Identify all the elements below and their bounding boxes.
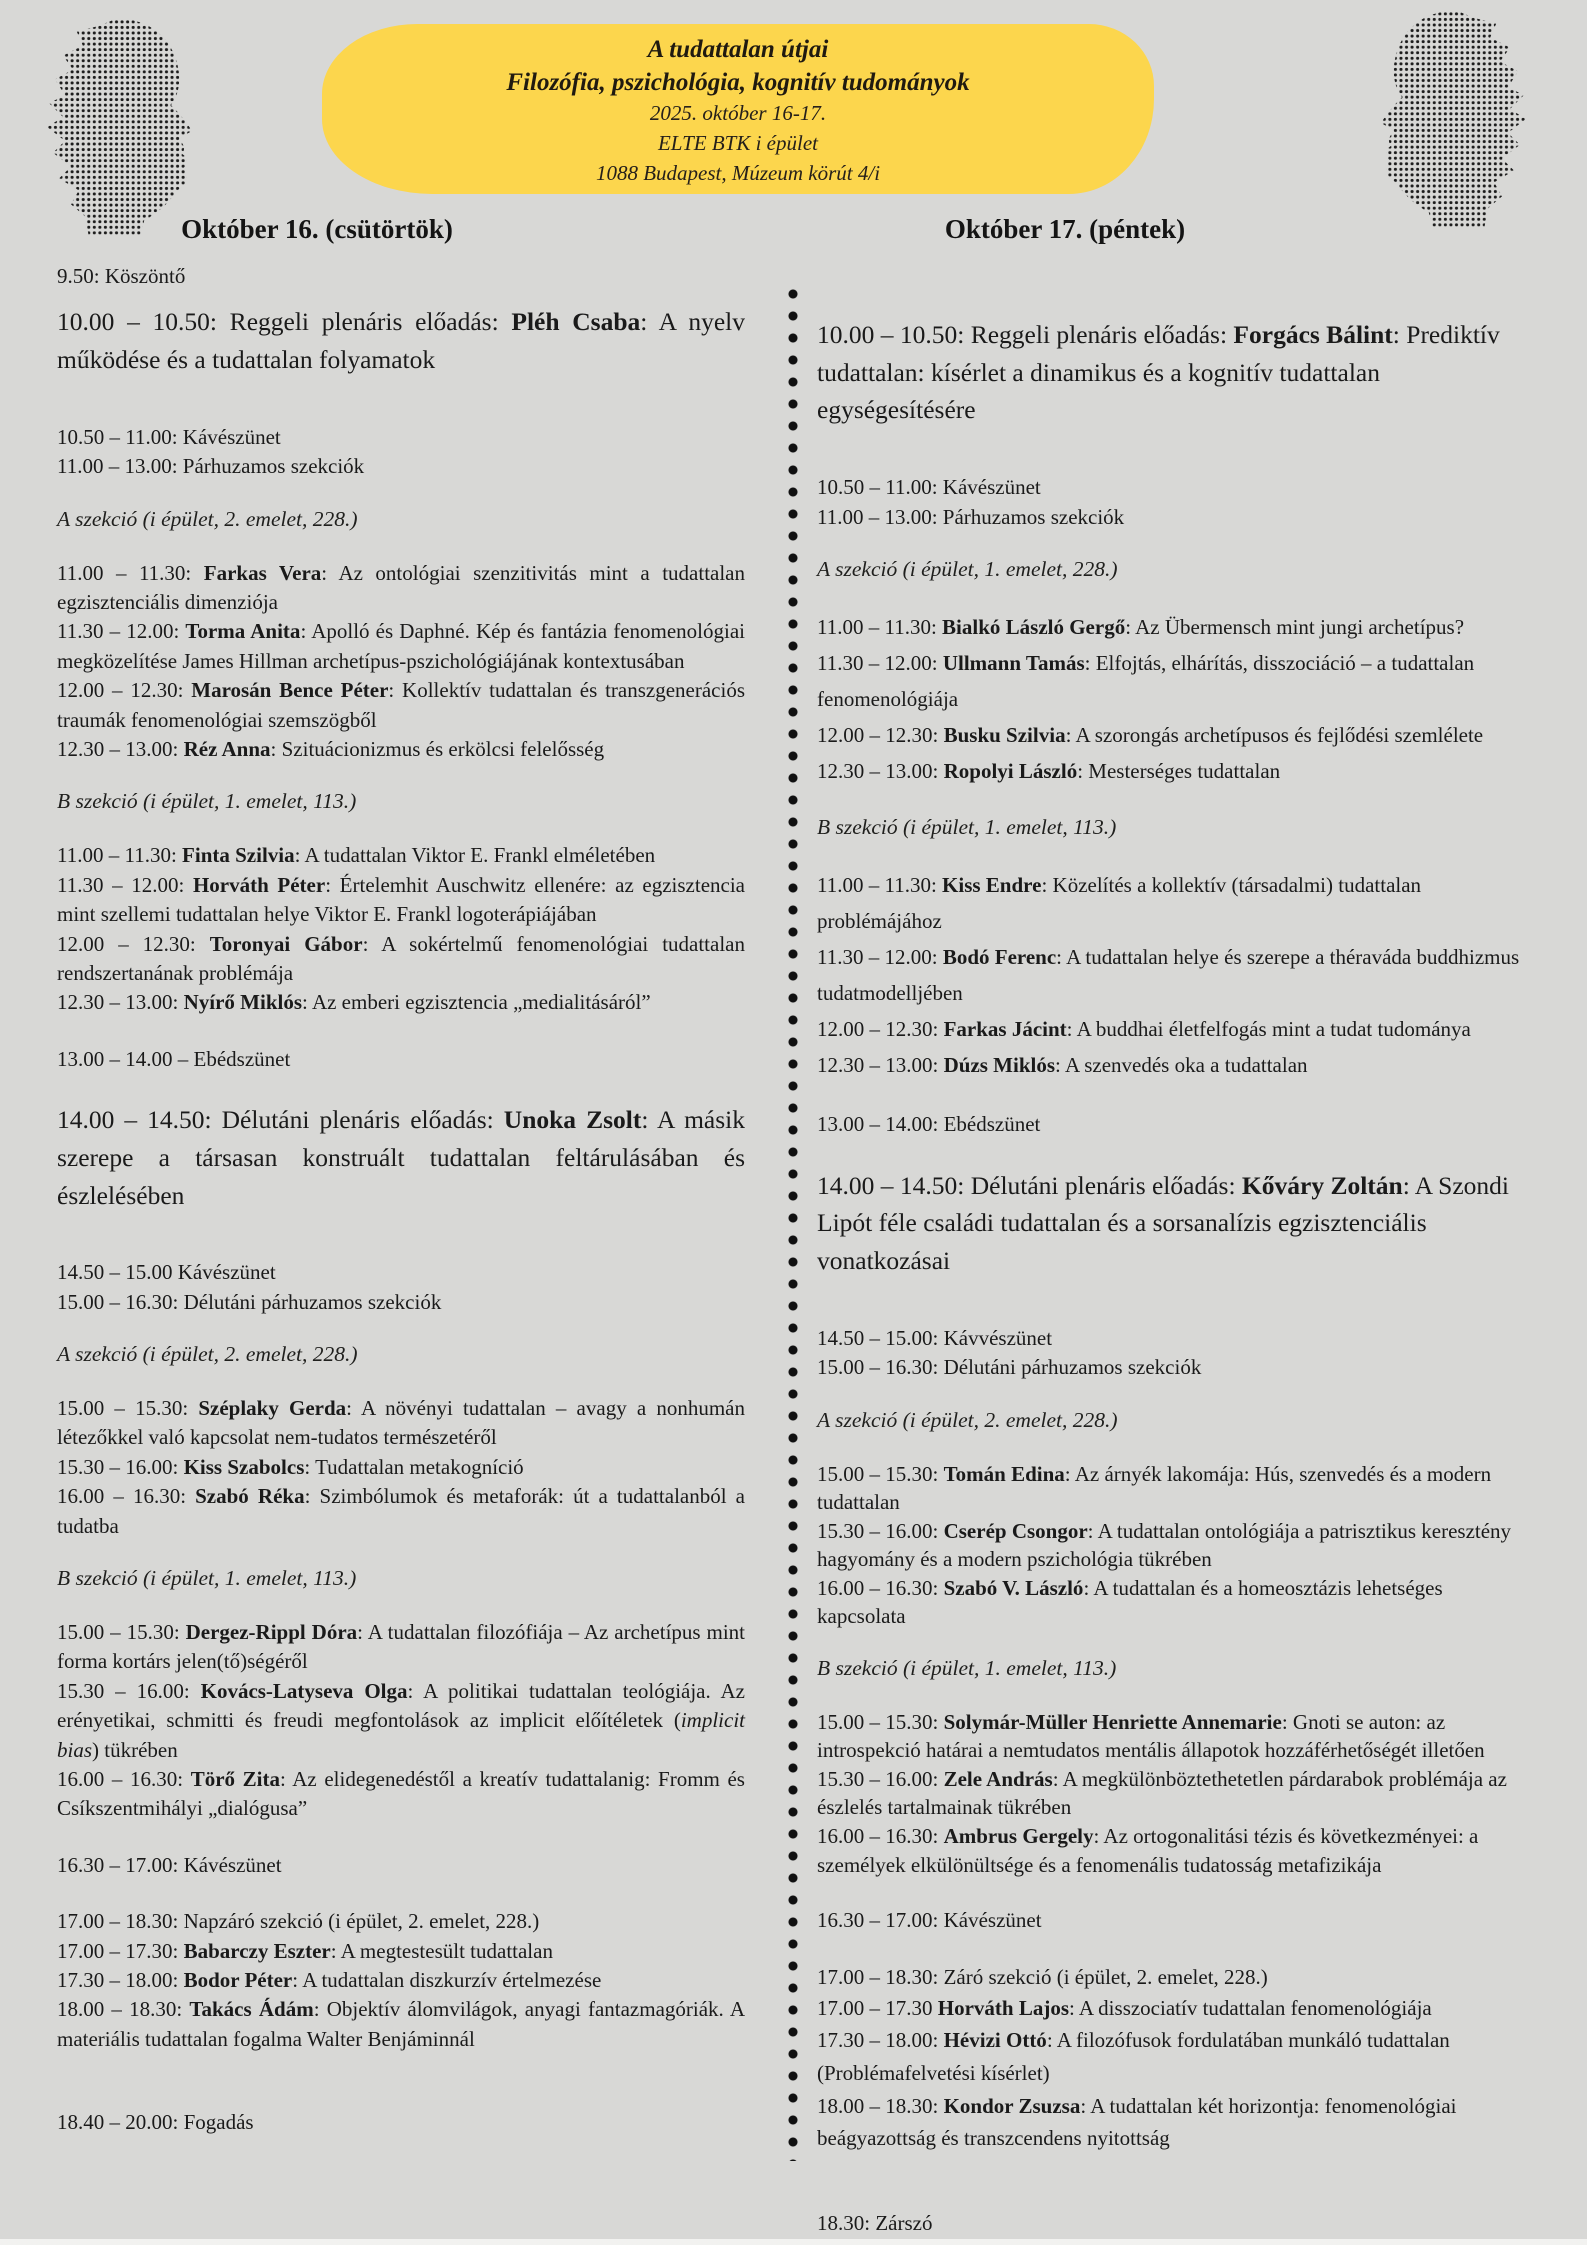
section-label <box>817 815 1529 840</box>
talk-text: : A sokértelmű fenomenológiai tudattalan rendszertanának problémája <box>57 931 745 985</box>
talk-text: : A növényi tudattalan – avagy a nonhumán létezőkkel való kapcsolat nem-tudatos természetéről <box>57 1396 745 1450</box>
talk-text: 11.30 – 12.00: <box>817 944 943 969</box>
talk-item <box>57 988 745 1017</box>
talk-text: : Objektív álomvilágok, anyagi fantazmagóriák. A materiális tudattalan fogalma Walter Benjáminnál <box>57 1997 745 2051</box>
talk-text: B szekció (i épület, 1. emelet, 113.) <box>817 1655 1117 1680</box>
talk-text: 17.00 – 17.30: <box>57 1938 184 1963</box>
closing-line <box>57 2108 745 2137</box>
talk-item <box>817 1822 1529 1879</box>
section-label <box>57 1342 745 1367</box>
talk-text: 13.00 – 14.00: Ebédszünet <box>817 1112 1041 1137</box>
talk-item <box>817 2024 1529 2089</box>
schedule-line <box>57 452 745 481</box>
talk-text: 11.00 – 11.30: <box>817 614 943 639</box>
speaker-name: Takács Ádám <box>189 1997 314 2022</box>
talk-item <box>817 1765 1529 1822</box>
speaker-name: Bodó Ferenc <box>942 944 1057 969</box>
talk-text: A szekció (i épület, 2. emelet, 228.) <box>57 1342 358 1367</box>
talk-item <box>57 1966 745 1995</box>
speaker-name: Farkas Vera <box>203 560 322 585</box>
speaker-name: Kovács-Latyseva Olga <box>200 1678 408 1703</box>
talk-text: 15.00 – 15.30: <box>57 1396 199 1421</box>
program-column-oct17 <box>817 262 1529 2238</box>
talk-text: 11.00 – 11.30: <box>57 843 183 868</box>
talk-item <box>57 1677 745 1765</box>
talk-text: 9.50: Köszöntő <box>57 264 186 288</box>
speaker-name: Törő Zita <box>190 1767 280 1791</box>
talk-text: 12.30 – 13.00: <box>57 990 184 1015</box>
schedule-line <box>817 1353 1529 1382</box>
speaker-name: Nyírő Miklós <box>183 990 303 1015</box>
talk-text: : A szorongás archetípusos és fejlődési szemlélete <box>1065 723 1484 748</box>
talk-text: 11.00 – 13.00: Párhuzamos szekciók <box>817 504 1125 529</box>
speaker-name: Babarczy Eszter <box>183 1938 331 1963</box>
talk-text: : Az Übermensch mint jungi archetípus? <box>1125 614 1465 639</box>
speaker-name: Horváth Péter <box>192 872 326 897</box>
talk-text: 10.50 – 11.00: Kávészünet <box>817 475 1041 500</box>
talk-item <box>57 559 745 618</box>
talk-text: 15.30 – 16.00: <box>57 1454 184 1479</box>
talk-text: 16.00 – 16.30: <box>817 1824 944 1849</box>
talk-item <box>57 871 745 930</box>
talk-item <box>817 867 1529 939</box>
head-art-svg <box>16 8 221 236</box>
speaker-name: Solymár-Müller Henriette Annemarie <box>943 1709 1282 1734</box>
talk-text: : Az emberi egzisztencia „medialitásáról” <box>302 990 651 1015</box>
talk-text: 14.50 – 15.00: Kávvészünet <box>817 1325 1053 1350</box>
talk-text: B szekció (i épület, 1. emelet, 113.) <box>57 789 357 814</box>
speaker-name: Cserép Csongor <box>943 1518 1088 1543</box>
talk-item <box>817 717 1529 753</box>
event-title: A tudattalan útjai <box>647 36 829 63</box>
talk-text: : Az elidegenedéstől a kreatív tudattalanig: Fromm és Csíkszentmihályi „dialógusa” <box>57 1767 745 1821</box>
speaker-name: Forgács Bálint <box>1233 320 1393 349</box>
talk-text: : Az ortogonalitási tézis és következményei: a személyek elkülönültsége és a fenomenális tudatosság metafizikája <box>817 1824 1479 1877</box>
talk-item <box>817 1047 1529 1083</box>
talk-text: 12.00 – 12.30: <box>57 931 210 956</box>
talk-text: 17.30 – 18.00: <box>57 1967 184 1992</box>
dotted-head-profile-right <box>1352 0 1557 228</box>
talk-text: 16.30 – 17.00: Kávészünet <box>817 1908 1042 1933</box>
speaker-name: Zele András <box>943 1766 1053 1791</box>
head-art-svg <box>1352 0 1557 228</box>
section-label <box>817 1408 1529 1433</box>
talk-text: 14.00 – 14.50: Délutáni plenáris előadás: <box>817 1170 1242 1200</box>
talk-text: : A tudattalan Viktor E. Frankl elméletében <box>294 843 656 868</box>
section-label <box>817 557 1529 582</box>
talk-text: 15.00 – 15.30: <box>817 1461 944 1486</box>
section-label <box>817 1656 1529 1681</box>
talk-text: : Az árnyék lakomája: Hús, szenvedés és a modern tudattalan <box>817 1461 1492 1515</box>
talk-text: ) tükrében <box>92 1737 178 1762</box>
talk-text: 15.00 – 15.30: <box>57 1620 186 1645</box>
day-header-oct16: Október 16. (csütörtök) <box>181 214 453 244</box>
schedule-line <box>57 1288 745 1317</box>
talk-text: 17.00 – 18.30: Záró szekció (i épület, 2. emelet, 228.) <box>817 1964 1268 1989</box>
talk-text: 12.00 – 12.30: <box>817 1016 944 1041</box>
talk-item <box>57 735 745 764</box>
talk-text: 12.30 – 13.00: <box>817 759 944 784</box>
talk-text: 11.30 – 12.00: <box>817 651 943 676</box>
speaker-name: Ropolyi László <box>943 759 1078 784</box>
talk-text: : A tudattalan két horizontja: fenomenológiai beágyazottság és transzcendens nyitottság <box>817 2093 1457 2151</box>
talk-text: 15.30 – 16.00: <box>817 1518 944 1543</box>
talk-item <box>817 1574 1529 1631</box>
talk-item <box>817 645 1529 717</box>
talk-text: : Tudattalan metakogníció <box>304 1454 524 1479</box>
talk-text: : Közelítés a kollektív (társadalmi) tudattalan problémájához <box>817 872 1422 933</box>
talk-item <box>57 930 745 989</box>
talk-item <box>57 1995 745 2054</box>
schedule-line <box>817 503 1529 532</box>
break-line <box>57 423 745 452</box>
talk-text: : Értelemhit Auschwitz ellenére: az egzisztencia mint szellemi tudattalan helye Viktor E. Frankl logoterápiájában <box>57 872 745 927</box>
talk-text: B szekció (i épület, 1. emelet, 113.) <box>57 1566 357 1591</box>
talk-text: 15.00 – 16.30: Délutáni párhuzamos szekciók <box>57 1289 442 1314</box>
event-venue: ELTE BTK i épület <box>657 130 818 155</box>
talk-text: : Az ontológiai szenzitivitás mint a tudattalan egzisztenciális dimenziója <box>57 560 746 615</box>
talk-item <box>57 1765 745 1824</box>
break-line <box>57 1045 745 1074</box>
talk-text: 11.00 – 13.00: Párhuzamos szekciók <box>57 454 365 479</box>
speaker-name: Torma Anita <box>185 619 301 644</box>
talk-item <box>817 1460 1529 1517</box>
talk-item <box>57 841 745 870</box>
talk-text: : A buddhai életfelfogás mint a tudat tudománya <box>1066 1016 1471 1041</box>
talk-text: : A tudattalan és a homeosztázis lehetséges kapcsolata <box>817 1575 1443 1629</box>
speaker-name: Bialkó László Gergő <box>942 614 1126 639</box>
speaker-name: Marosán Bence Péter <box>191 678 389 703</box>
speaker-name: Réz Anna <box>183 736 271 761</box>
plenary-talk <box>817 1167 1529 1280</box>
talk-text: 12.30 – 13.00: <box>817 1053 944 1078</box>
talk-text: 18.30: Zárszó <box>817 2210 933 2235</box>
talk-item <box>57 1937 745 1966</box>
talk-item <box>817 753 1529 789</box>
talk-text: 15.00 – 16.30: Délutáni párhuzamos szekciók <box>817 1355 1202 1380</box>
event-address: 1088 Budapest, Múzeum körút 4/i <box>595 160 881 185</box>
talk-text: 12.00 – 12.30: <box>817 723 944 748</box>
talk-text: : A tudattalan ontológiája a patrisztikus keresztény hagyomány és a modern pszichológia tükrében <box>817 1518 1512 1572</box>
italic-phrase: implicit bias <box>57 1708 745 1762</box>
speaker-name: Kiss Szabolcs <box>183 1454 305 1479</box>
talk-text: 14.00 – 14.50: Délutáni plenáris előadás: <box>57 1105 504 1135</box>
break-line <box>817 473 1529 502</box>
talk-text: : A filozófusok fordulatában munkáló tudattalan (Problémafelvetési kísérlet) <box>817 2028 1450 2085</box>
speaker-name: Dergez-Rippl Dóra <box>185 1620 358 1645</box>
talk-text: : Mesterséges tudattalan <box>1077 759 1281 784</box>
dotted-column-divider <box>787 283 799 2161</box>
talk-text: 10.50 – 11.00: Kávészünet <box>57 424 281 449</box>
talk-text: 18.00 – 18.30: <box>817 2093 944 2118</box>
talk-text: : Elfojtás, elhárítás, disszociáció – a tudattalan fenomenológiája <box>817 651 1475 712</box>
talk-text: : A nyelv működése és a tudattalan folyamatok <box>57 307 746 375</box>
break-line <box>817 1906 1529 1935</box>
talk-text: 12.30 – 13.00: <box>57 736 184 761</box>
schedule-line <box>57 1907 745 1936</box>
talk-text: 10.00 – 10.50: Reggeli plenáris előadás: <box>57 307 512 337</box>
talk-item <box>817 1517 1529 1574</box>
speaker-name: Finta Szilvia <box>182 843 295 868</box>
talk-text: 15.00 – 15.30: <box>817 1709 944 1734</box>
talk-text: : A másik szerepe a társasan konstruált tudattalan feltárulásában és észlelésében <box>57 1105 745 1210</box>
talk-text: 16.00 – 16.30: <box>57 1767 191 1791</box>
section-label <box>57 1566 745 1591</box>
speaker-name: Szabó V. László <box>943 1575 1084 1600</box>
speaker-name: Dúzs Miklós <box>943 1053 1056 1078</box>
talk-text: : A tudattalan filozófiája – Az archetípus mint forma kortárs jelen(tő)ségéről <box>57 1620 745 1674</box>
talk-text: B szekció (i épület, 1. emelet, 113.) <box>817 814 1117 839</box>
talk-text: : A politikai tudattalan teológiája. Az erényetikai, schmitti és freudi megfontolások az implicit előítéletek ( <box>57 1678 746 1733</box>
section-label <box>57 789 745 814</box>
talk-text: A szekció (i épület, 2. emelet, 228.) <box>817 1407 1118 1432</box>
talk-item <box>57 676 745 735</box>
talk-text: : Prediktív tudattalan: kísérlet a dinamikus és a kognitív tudattalan egységesítésére <box>817 320 1500 425</box>
talk-item <box>817 1708 1529 1765</box>
day-header-oct17: Október 17. (péntek) <box>944 214 1186 244</box>
section-label <box>57 507 745 532</box>
speaker-name: Ambrus Gergely <box>943 1824 1094 1849</box>
speaker-name: Toronyai Gábor <box>209 931 363 956</box>
speaker-name: Bodor Péter <box>183 1967 293 1992</box>
talk-text: 16.00 – 16.30: <box>57 1484 196 1509</box>
talk-text: 16.30 – 17.00: Kávészünet <box>57 1852 282 1877</box>
event-date: 2025. október 16-17. <box>649 101 827 125</box>
talk-text: : Kollektív tudattalan és transzgenerációs traumák fenomenológiai szemszögből <box>57 678 745 732</box>
talk-text: : Szimbólumok és metaforák: út a tudattalanból a tudatba <box>57 1484 745 1538</box>
talk-text: 12.00 – 12.30: <box>57 678 192 703</box>
break-line <box>817 1324 1529 1353</box>
talk-item <box>57 1618 745 1677</box>
talk-text: 17.30 – 18.00: <box>817 2028 944 2053</box>
talk-text: : A disszociatív tudattalan fenomenológiája <box>1069 1995 1432 2020</box>
talk-text: 18.40 – 20.00: Fogadás <box>57 2110 254 2135</box>
talk-text: : Szituácionizmus és erkölcsi felelősség <box>270 736 605 761</box>
talk-text: : A Szondi Lipót féle családi tudattalan és a sorsanalízis egzisztenciális vonatkozásai <box>817 1170 1509 1276</box>
talk-text: : A szenvedés oka a tudattalan <box>1055 1053 1308 1078</box>
break-line <box>817 1110 1529 1139</box>
talk-text: 17.00 – 17.30 <box>817 1995 938 2020</box>
event-subtitle: Filozófia, pszichológia, kognitív tudományok <box>506 69 970 96</box>
talk-text: 10.00 – 10.50: Reggeli plenáris előadás: <box>817 320 1234 349</box>
event-banner <box>322 24 1154 194</box>
talk-text: 15.30 – 16.00: <box>817 1766 944 1791</box>
program-column-oct16 <box>57 262 745 2138</box>
talk-text: 16.00 – 16.30: <box>817 1575 944 1600</box>
talk-text: A szekció (i épület, 2. emelet, 228.) <box>57 506 358 531</box>
speaker-name: Szabó Réka <box>195 1484 305 1509</box>
talk-text: 13.00 – 14.00 – Ebédszünet <box>57 1046 291 1071</box>
talk-item <box>817 1992 1529 2025</box>
schedule-line <box>817 1963 1529 1992</box>
plenary-talk <box>57 303 745 378</box>
speaker-name: Horváth Lajos <box>937 1995 1069 2020</box>
speaker-name: Tomán Edina <box>943 1461 1065 1486</box>
talk-text: 11.00 – 11.30: <box>817 872 943 897</box>
plenary-talk <box>817 316 1529 429</box>
opening-line <box>57 262 745 291</box>
talk-text: A szekció (i épület, 1. emelet, 228.) <box>817 556 1118 581</box>
speaker-name: Széplaky Gerda <box>198 1396 347 1421</box>
talk-item <box>817 609 1529 645</box>
plenary-talk <box>57 1101 745 1214</box>
speaker-name: Ullmann Tamás <box>942 651 1085 676</box>
speaker-name: Farkas Jácint <box>943 1016 1067 1041</box>
page-bottom-edge <box>0 2239 1587 2245</box>
speaker-name: Busku Szilvia <box>943 723 1066 748</box>
talk-item <box>817 1011 1529 1047</box>
talk-item <box>817 939 1529 1011</box>
talk-text: 14.50 – 15.00 Kávészünet <box>57 1260 276 1285</box>
talk-item <box>57 1482 745 1541</box>
speaker-name: Kőváry Zoltán <box>1241 1170 1403 1200</box>
talk-text: 15.30 – 16.00: <box>57 1678 201 1703</box>
dotted-head-profile-left <box>16 8 221 236</box>
talk-text: : Gnoti se auton: az introspekció határai a nemtudatos mentális állapotok hozzáférhetőségét illetően <box>817 1709 1485 1763</box>
speaker-name: Kiss Endre <box>942 872 1042 897</box>
talk-item <box>817 2090 1529 2155</box>
speaker-name: Unoka Zsolt <box>503 1105 642 1135</box>
speaker-name: Pléh Csaba <box>511 307 641 337</box>
talk-text: 18.00 – 18.30: <box>57 1997 190 2022</box>
talk-text: : A megtestesült tudattalan <box>330 1938 553 1963</box>
talk-text: : A megkülönböztethetetlen párdarabok problémája az észlelés tartalmainak tükrében <box>817 1766 1507 1820</box>
talk-text: 17.00 – 18.30: Napzáró szekció (i épület, 2. emelet, 228.) <box>57 1909 540 1934</box>
closing-line <box>817 2209 1529 2238</box>
talk-item <box>57 617 745 676</box>
speaker-name: Hévizi Ottó <box>943 2028 1047 2053</box>
talk-text: 11.30 – 12.00: <box>57 872 193 897</box>
talk-item <box>57 1453 745 1482</box>
talk-text: 11.30 – 12.00: <box>57 619 186 644</box>
talk-text: : A tudattalan helye és szerepe a théraváda buddhizmus tudatmodelljében <box>817 944 1520 1005</box>
talk-text: : Apolló és Daphné. Kép és fantázia fenomenológiai megközelítése James Hillman archetípus-pszichológiájának kontextusában <box>57 619 746 673</box>
talk-text: : A tudattalan diszkurzív értelmezése <box>292 1967 602 1992</box>
talk-item <box>57 1394 745 1453</box>
break-line <box>57 1851 745 1880</box>
speaker-name: Kondor Zsuzsa <box>943 2093 1081 2118</box>
break-line <box>57 1258 745 1287</box>
talk-text: 11.00 – 11.30: <box>57 560 204 585</box>
